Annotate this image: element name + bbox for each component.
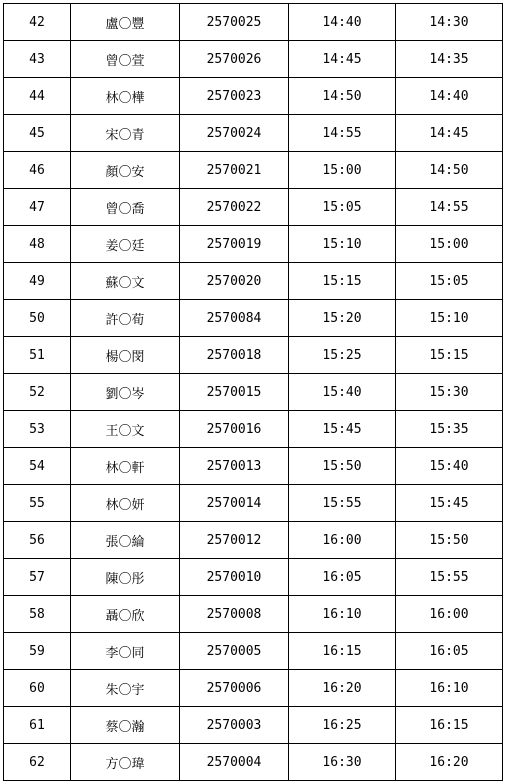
time-slot-1-cell: 15:50 — [289, 448, 396, 485]
time-slot-2-cell: 15:35 — [396, 411, 503, 448]
student-name-cell: 林〇妍 — [71, 485, 180, 522]
student-name-cell: 聶〇欣 — [71, 596, 180, 633]
table-row — [4, 522, 503, 559]
row-number-cell: 58 — [4, 596, 71, 633]
student-name-cell: 林〇軒 — [71, 448, 180, 485]
student-name-cell: 王〇文 — [71, 411, 180, 448]
time-slot-2-cell: 15:45 — [396, 485, 503, 522]
row-number-cell: 42 — [4, 4, 71, 41]
time-slot-2-cell: 16:10 — [396, 670, 503, 707]
schedule-table — [3, 3, 503, 781]
student-name-cell: 林〇樺 — [71, 78, 180, 115]
student-id-cell: 2570019 — [180, 226, 289, 263]
table-row — [4, 41, 503, 78]
student-name-cell: 宋〇青 — [71, 115, 180, 152]
row-number-cell: 44 — [4, 78, 71, 115]
time-slot-1-cell: 16:05 — [289, 559, 396, 596]
table-row — [4, 559, 503, 596]
student-id-cell: 2570023 — [180, 78, 289, 115]
student-id-cell: 2570004 — [180, 744, 289, 781]
time-slot-1-cell: 14:55 — [289, 115, 396, 152]
row-number-cell: 52 — [4, 374, 71, 411]
student-name-cell: 楊〇閔 — [71, 337, 180, 374]
row-number-cell: 53 — [4, 411, 71, 448]
time-slot-2-cell: 16:20 — [396, 744, 503, 781]
student-id-cell: 2570022 — [180, 189, 289, 226]
student-name-cell: 李〇同 — [71, 633, 180, 670]
table-row — [4, 226, 503, 263]
row-number-cell: 59 — [4, 633, 71, 670]
time-slot-2-cell: 15:15 — [396, 337, 503, 374]
row-number-cell: 43 — [4, 41, 71, 78]
student-id-cell: 2570006 — [180, 670, 289, 707]
student-name-cell: 曾〇喬 — [71, 189, 180, 226]
student-name-cell: 方〇瑋 — [71, 744, 180, 781]
time-slot-1-cell: 16:25 — [289, 707, 396, 744]
table-row — [4, 670, 503, 707]
student-name-cell: 蔡〇瀚 — [71, 707, 180, 744]
row-number-cell: 56 — [4, 522, 71, 559]
time-slot-2-cell: 14:45 — [396, 115, 503, 152]
student-name-cell: 劉〇岑 — [71, 374, 180, 411]
table-row — [4, 448, 503, 485]
time-slot-2-cell: 16:05 — [396, 633, 503, 670]
table-row — [4, 707, 503, 744]
time-slot-1-cell: 14:45 — [289, 41, 396, 78]
time-slot-1-cell: 15:25 — [289, 337, 396, 374]
time-slot-1-cell: 16:10 — [289, 596, 396, 633]
student-name-cell: 蘇〇文 — [71, 263, 180, 300]
time-slot-1-cell: 16:15 — [289, 633, 396, 670]
student-id-cell: 2570008 — [180, 596, 289, 633]
time-slot-1-cell: 16:20 — [289, 670, 396, 707]
row-number-cell: 61 — [4, 707, 71, 744]
time-slot-1-cell: 16:00 — [289, 522, 396, 559]
student-id-cell: 2570084 — [180, 300, 289, 337]
row-number-cell: 45 — [4, 115, 71, 152]
time-slot-1-cell: 15:15 — [289, 263, 396, 300]
student-name-cell: 陳〇彤 — [71, 559, 180, 596]
student-name-cell: 許〇荀 — [71, 300, 180, 337]
table-row — [4, 263, 503, 300]
row-number-cell: 50 — [4, 300, 71, 337]
time-slot-1-cell: 15:20 — [289, 300, 396, 337]
time-slot-1-cell: 16:30 — [289, 744, 396, 781]
table-row — [4, 189, 503, 226]
time-slot-2-cell: 15:55 — [396, 559, 503, 596]
student-id-cell: 2570016 — [180, 411, 289, 448]
table-row — [4, 633, 503, 670]
student-id-cell: 2570012 — [180, 522, 289, 559]
time-slot-2-cell: 16:15 — [396, 707, 503, 744]
table-row — [4, 300, 503, 337]
time-slot-2-cell: 14:40 — [396, 78, 503, 115]
time-slot-2-cell: 15:10 — [396, 300, 503, 337]
student-id-cell: 2570025 — [180, 4, 289, 41]
time-slot-1-cell: 14:50 — [289, 78, 396, 115]
time-slot-2-cell: 16:00 — [396, 596, 503, 633]
row-number-cell: 60 — [4, 670, 71, 707]
student-id-cell: 2570013 — [180, 448, 289, 485]
time-slot-2-cell: 14:30 — [396, 4, 503, 41]
student-name-cell: 曾〇萱 — [71, 41, 180, 78]
time-slot-2-cell: 15:50 — [396, 522, 503, 559]
student-id-cell: 2570015 — [180, 374, 289, 411]
table-row — [4, 744, 503, 781]
student-id-cell: 2570021 — [180, 152, 289, 189]
table-row — [4, 596, 503, 633]
row-number-cell: 51 — [4, 337, 71, 374]
row-number-cell: 57 — [4, 559, 71, 596]
student-name-cell: 顏〇安 — [71, 152, 180, 189]
student-id-cell: 2570024 — [180, 115, 289, 152]
time-slot-1-cell: 15:45 — [289, 411, 396, 448]
student-id-cell: 2570014 — [180, 485, 289, 522]
time-slot-2-cell: 15:00 — [396, 226, 503, 263]
table-row — [4, 337, 503, 374]
time-slot-2-cell: 14:50 — [396, 152, 503, 189]
table-row — [4, 115, 503, 152]
row-number-cell: 55 — [4, 485, 71, 522]
student-id-cell: 2570003 — [180, 707, 289, 744]
student-id-cell: 2570018 — [180, 337, 289, 374]
schedule-table-body — [4, 4, 503, 781]
time-slot-1-cell: 15:40 — [289, 374, 396, 411]
table-row — [4, 4, 503, 41]
student-id-cell: 2570026 — [180, 41, 289, 78]
student-name-cell: 朱〇宇 — [71, 670, 180, 707]
time-slot-2-cell: 14:55 — [396, 189, 503, 226]
table-row — [4, 374, 503, 411]
time-slot-2-cell: 15:05 — [396, 263, 503, 300]
time-slot-1-cell: 15:00 — [289, 152, 396, 189]
table-row — [4, 152, 503, 189]
student-name-cell: 姜〇廷 — [71, 226, 180, 263]
row-number-cell: 62 — [4, 744, 71, 781]
time-slot-2-cell: 15:30 — [396, 374, 503, 411]
row-number-cell: 49 — [4, 263, 71, 300]
row-number-cell: 54 — [4, 448, 71, 485]
time-slot-1-cell: 15:55 — [289, 485, 396, 522]
time-slot-1-cell: 15:10 — [289, 226, 396, 263]
time-slot-1-cell: 14:40 — [289, 4, 396, 41]
table-row — [4, 411, 503, 448]
time-slot-2-cell: 14:35 — [396, 41, 503, 78]
row-number-cell: 46 — [4, 152, 71, 189]
student-id-cell: 2570020 — [180, 263, 289, 300]
student-name-cell: 張〇綸 — [71, 522, 180, 559]
table-row — [4, 78, 503, 115]
row-number-cell: 48 — [4, 226, 71, 263]
table-row — [4, 485, 503, 522]
student-id-cell: 2570005 — [180, 633, 289, 670]
student-id-cell: 2570010 — [180, 559, 289, 596]
time-slot-1-cell: 15:05 — [289, 189, 396, 226]
student-name-cell: 盧〇豐 — [71, 4, 180, 41]
time-slot-2-cell: 15:40 — [396, 448, 503, 485]
row-number-cell: 47 — [4, 189, 71, 226]
